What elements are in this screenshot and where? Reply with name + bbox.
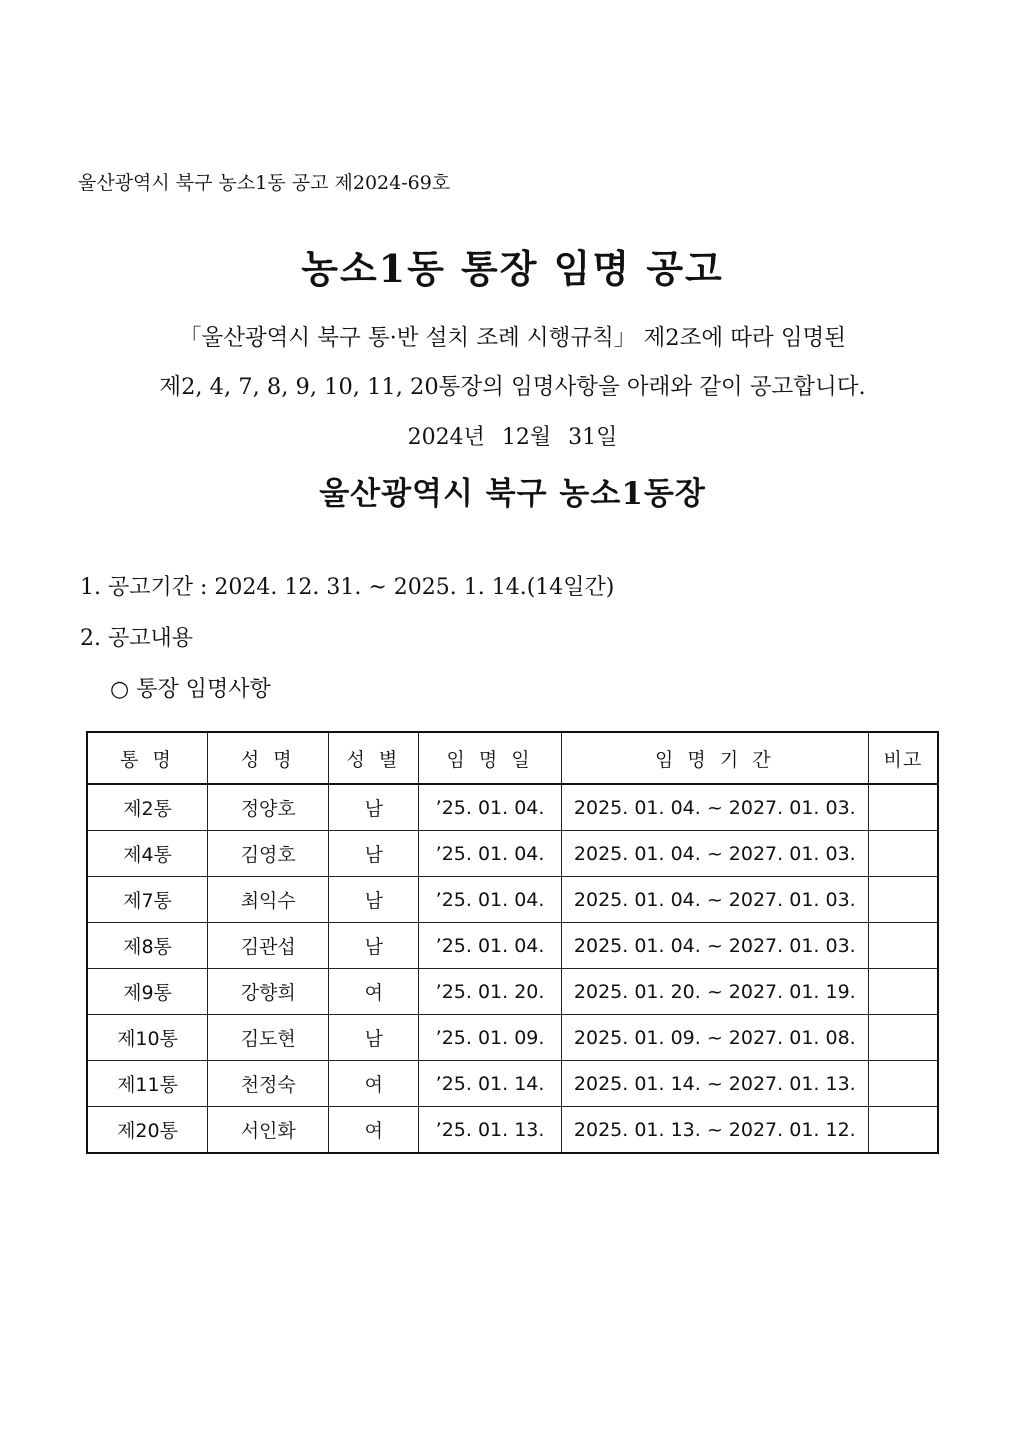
table-header-row <box>87 732 938 784</box>
cell-tong: 제11통 <box>87 1061 208 1107</box>
cell-appointment-date: ’25. 01. 20. <box>419 969 562 1015</box>
cell-name: 정양호 <box>208 784 329 831</box>
cell-gender: 여 <box>329 1107 419 1154</box>
appointment-table <box>86 731 939 1154</box>
cell-gender: 남 <box>329 784 419 831</box>
cell-tong: 제9통 <box>87 969 208 1015</box>
table-row <box>87 877 938 923</box>
header-tong: 통 명 <box>87 732 208 784</box>
table-row <box>87 831 938 877</box>
cell-appointment-period: 2025. 01. 04. ~ 2027. 01. 03. <box>561 923 868 969</box>
notice-number: 울산광역시 북구 농소1동 공고 제2024-69호 <box>78 172 451 194</box>
cell-name: 천정숙 <box>208 1061 329 1107</box>
cell-appointment-period: 2025. 01. 09. ~ 2027. 01. 08. <box>561 1015 868 1061</box>
header-name: 성 명 <box>208 732 329 784</box>
cell-gender: 여 <box>329 969 419 1015</box>
cell-appointment-date: ’25. 01. 04. <box>419 923 562 969</box>
issuer: 울산광역시 북구 농소1동장 <box>319 476 706 512</box>
cell-appointment-date: ’25. 01. 13. <box>419 1107 562 1154</box>
table-row <box>87 969 938 1015</box>
intro-line-2: 제2, 4, 7, 8, 9, 10, 11, 20통장의 임명사항을 아래와 같이 공고합니다. <box>159 374 866 400</box>
header-remarks: 비고 <box>868 732 938 784</box>
page-title: 농소1동 통장 임명 공고 <box>301 246 724 291</box>
cell-remarks <box>868 831 938 877</box>
cell-appointment-date: ’25. 01. 04. <box>419 784 562 831</box>
cell-appointment-period: 2025. 01. 20. ~ 2027. 01. 19. <box>561 969 868 1015</box>
table-row <box>87 923 938 969</box>
cell-appointment-period: 2025. 01. 04. ~ 2027. 01. 03. <box>561 831 868 877</box>
cell-gender: 남 <box>329 831 419 877</box>
cell-appointment-period: 2025. 01. 13. ~ 2027. 01. 12. <box>561 1107 868 1154</box>
header-appointment-period: 임 명 기 간 <box>561 732 868 784</box>
cell-appointment-period: 2025. 01. 14. ~ 2027. 01. 13. <box>561 1061 868 1107</box>
cell-appointment-date: ’25. 01. 04. <box>419 877 562 923</box>
cell-gender: 남 <box>329 1015 419 1061</box>
cell-tong: 제7통 <box>87 877 208 923</box>
cell-gender: 남 <box>329 923 419 969</box>
cell-remarks <box>868 1061 938 1107</box>
header-gender: 성 별 <box>329 732 419 784</box>
cell-appointment-period: 2025. 01. 04. ~ 2027. 01. 03. <box>561 877 868 923</box>
table-row <box>87 1107 938 1154</box>
cell-remarks <box>868 784 938 831</box>
cell-name: 강향희 <box>208 969 329 1015</box>
cell-gender: 여 <box>329 1061 419 1107</box>
header-appointment-date: 임 명 일 <box>419 732 562 784</box>
cell-name: 김관섭 <box>208 923 329 969</box>
notice-content-heading: 2. 공고내용 <box>80 626 193 651</box>
table-row <box>87 784 938 831</box>
cell-remarks <box>868 1107 938 1154</box>
intro-line-1: 「울산광역시 북구 통·반 설치 조례 시행규칙」 제2조에 따라 임명된 <box>178 325 847 351</box>
cell-name: 김도현 <box>208 1015 329 1061</box>
notice-date: 2024년 12월 31일 <box>407 425 618 450</box>
notice-period: 1. 공고기간 : 2024. 12. 31. ~ 2025. 1. 14.(14일간) <box>80 575 615 600</box>
appointment-subheading: ○ 통장 임명사항 <box>110 677 271 702</box>
cell-appointment-date: ’25. 01. 04. <box>419 831 562 877</box>
table-row <box>87 1061 938 1107</box>
cell-tong: 제4통 <box>87 831 208 877</box>
cell-name: 서인화 <box>208 1107 329 1154</box>
cell-name: 최익수 <box>208 877 329 923</box>
cell-name: 김영호 <box>208 831 329 877</box>
cell-tong: 제8통 <box>87 923 208 969</box>
cell-appointment-date: ’25. 01. 09. <box>419 1015 562 1061</box>
table-body <box>87 784 938 1153</box>
cell-tong: 제2통 <box>87 784 208 831</box>
cell-remarks <box>868 1015 938 1061</box>
cell-appointment-period: 2025. 01. 04. ~ 2027. 01. 03. <box>561 784 868 831</box>
cell-tong: 제10통 <box>87 1015 208 1061</box>
cell-appointment-date: ’25. 01. 14. <box>419 1061 562 1107</box>
cell-remarks <box>868 877 938 923</box>
cell-gender: 남 <box>329 877 419 923</box>
cell-remarks <box>868 923 938 969</box>
cell-tong: 제20통 <box>87 1107 208 1154</box>
table-row <box>87 1015 938 1061</box>
cell-remarks <box>868 969 938 1015</box>
